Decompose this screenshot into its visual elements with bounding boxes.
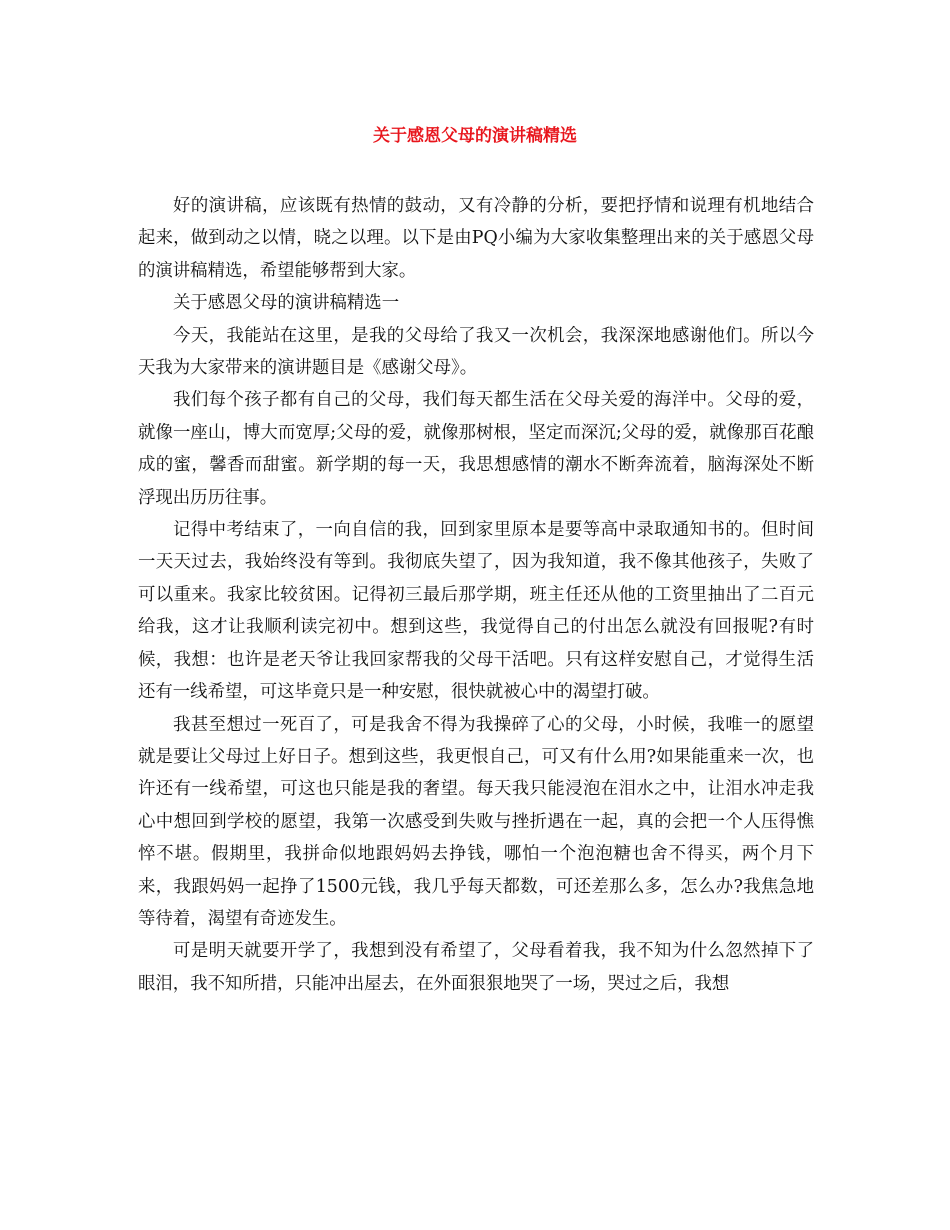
paragraph: 今天，我能站在这里，是我的父母给了我又一次机会，我深深地感谢他们。所以今天我为大家带来的演讲题目是《感谢父母》。 xyxy=(138,325,814,379)
paragraph: 可是明天就要开学了，我想到没有希望了，父母看着我，我不知为什么忽然掉下了眼泪，我不知所措，只能冲出屋去，在外面狠狠地哭了一场，哭过之后，我想 xyxy=(138,941,814,994)
document-title: 关于感恩父母的演讲稿精选 xyxy=(373,126,577,146)
section-heading: 关于感恩父母的演讲稿精选一 xyxy=(173,293,400,314)
document-body xyxy=(138,190,814,1000)
paragraph-intro: 好的演讲稿，应该既有热情的鼓动，又有冷静的分析，要把抒情和说理有机地结合起来，做到动之以情，晓之以理。以下是由PQ小编为大家收集整理出来的关于感恩父母的演讲稿精选，希望能够帮到大家。 xyxy=(138,196,814,281)
paragraph: 我甚至想过一死百了，可是我舍不得为我操碎了心的父母，小时候，我唯一的愿望就是要让父母过上好日子。想到这些，我更恨自己，可又有什么用?如果能重来一次，也许还有一线希望，可这也只能是我的奢望。每天我只能浸泡在泪水之中，让泪水冲走我心中想回到学校的愿望，我第一次感受到失败与挫折遇在一起，真的会把一个人压得憔悴不堪。假期里，我拼命似地跟妈妈去挣钱，哪怕一个泡泡糖也舍不得买，两个月下来，我跟妈妈一起挣了1500元钱，我几乎每天都数，可还差那么多，怎么办?我焦急地等待着，渴望有奇迹发生。 xyxy=(138,714,814,929)
paragraph: 我们每个孩子都有自己的父母，我们每天都生活在父母关爱的海洋中。父母的爱，就像一座山，博大而宽厚;父母的爱，就像那树根，坚定而深沉;父母的爱，就像那百花酿成的蜜，馨香而甜蜜。新学期的每一天，我思想感情的潮水不断奔流着，脑海深处不断浮现出历历往事。 xyxy=(138,390,814,508)
paragraph: 记得中考结束了，一向自信的我，回到家里原本是要等高中录取通知书的。但时间一天天过去，我始终没有等到。我彻底失望了，因为我知道，我不像其他孩子，失败了可以重来。我家比较贫困。记得初三最后那学期，班主任还从他的工资里抽出了二百元给我，这才让我顺利读完初中。想到这些，我觉得自己的付出怎么就没有回报呢?有时候，我想：也许是老天爷让我回家帮我的父母干活吧。只有这样安慰自己，才觉得生活还有一线希望，可这毕竟只是一种安慰，很快就被心中的渴望打破。 xyxy=(138,520,814,703)
